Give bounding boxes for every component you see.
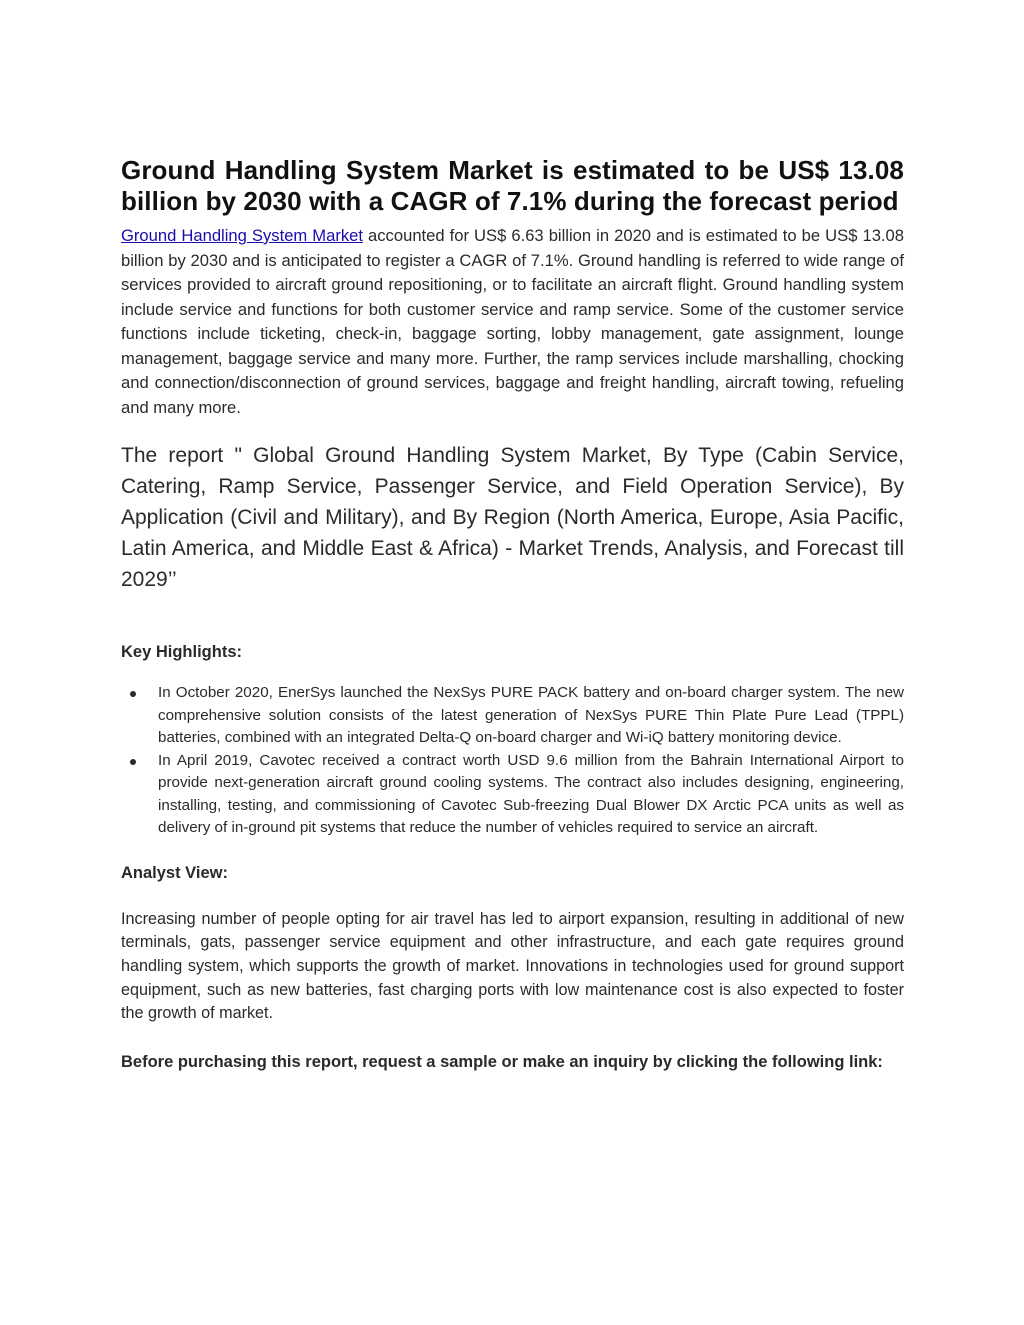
intro-paragraph (121, 224, 904, 420)
list-item (121, 750, 904, 840)
bullet-icon (130, 691, 136, 697)
list-item (121, 682, 904, 750)
bullet-icon (130, 759, 136, 765)
key-highlights-heading: Key Highlights: (121, 643, 243, 661)
market-link[interactable]: Ground Handling System Market (121, 226, 363, 245)
report-title-paragraph: The report " Global Ground Handling System Market, By Type (Cabin Service, Catering, Ramp Service, Passenger Service, and Field Operation Service), By Application (Civil and Military), and By Region (North America, Europe, Asia Pacific, Latin America, and Middle East & Africa) - Market Trends, Analysis, and Forecast till 2029’’ (121, 444, 904, 591)
analyst-view-heading: Analyst View: (121, 863, 228, 882)
key-highlights-list (121, 682, 904, 840)
analyst-view-paragraph: Increasing number of people opting for air travel has led to airport expansion, resulting in additional of new terminals, gats, passenger service equipment and other infrastructure, and each gate requires ground handling system, which supports the growth of market. Innovations in technologies used for ground support equipment, such as new batteries, fast charging ports with low maintenance cost is also expected to foster the growth of market. (121, 909, 904, 1023)
document-page (121, 155, 904, 1074)
list-item-text: In October 2020, EnerSys launched the NexSys PURE PACK battery and on-board charger system. The new comprehensive solution consists of the latest generation of NexSys PURE Thin Plate Pure Lead (TPPL) batteries, combined with an integrated Delta-Q on-board charger and Wi-iQ battery monitoring device. (158, 684, 904, 746)
page-title: Ground Handling System Market is estimated to be US$ 13.08 billion by 2030 with a CAGR of 7.1% during the forecast period (121, 155, 904, 216)
call-to-action: Before purchasing this report, request a sample or make an inquiry by clicking the following link: (121, 1053, 883, 1072)
intro-text: accounted for US$ 6.63 billion in 2020 and is estimated to be US$ 13.08 billion by 2030 and is anticipated to register a CAGR of 7.1%. Ground handling is referred to wide range of services provided to aircraft ground repositioning, or to facilitate an aircraft flight. Ground handling system include service and functions for both customer service and ramp service. Some of the customer service functions include ticketing, check-in, baggage sorting, lobby management, gate assignment, lounge management, baggage service and many more. Further, the ramp services include marshalling, chocking and connection/disconnection of ground services, baggage and freight handling, aircraft towing, refueling and many more. (121, 226, 904, 417)
list-item-text: In April 2019, Cavotec received a contract worth USD 9.6 million from the Bahrain International Airport to provide next-generation aircraft ground cooling systems. The contract also includes designing, engineering, installing, testing, and commissioning of Cavotec Sub-freezing Dual Blower DX Arctic PCA units as well as delivery of in-ground pit systems that reduce the number of vehicles required to service an aircraft. (158, 751, 904, 836)
